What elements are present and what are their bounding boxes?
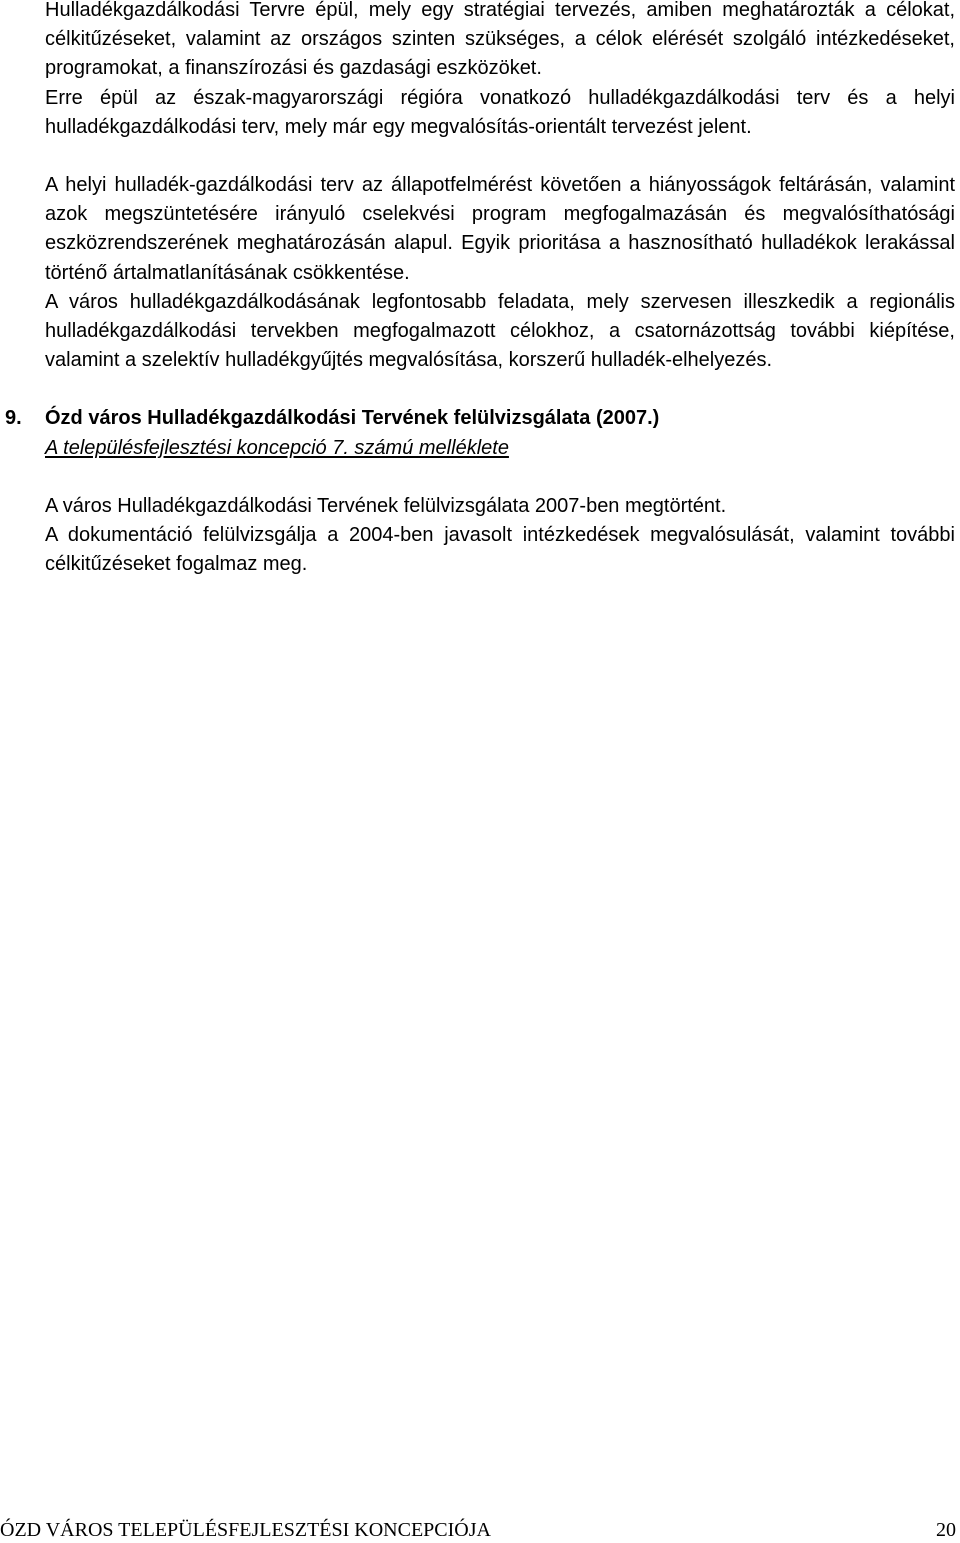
section-paragraph-1: A város Hulladékgazdálkodási Tervének felülvizsgálata 2007-ben megtörtént. xyxy=(45,494,727,517)
body-paragraph-1: Hulladékgazdálkodási Tervre épül, mely egy stratégiai tervezés, amiben meghatározták a célokat, célkitűzéseket, valamint az országos szinten szükséges, a célok elérését szolgáló intézkedéseket, programokat, a finanszírozási és gazdasági eszközöket. xyxy=(45,0,955,80)
paragraph-spacer xyxy=(45,142,955,171)
section-paragraph-2: A dokumentáció felülvizsgálja a 2004-ben javasolt intézkedések megvalósulását, valamint további célkitűzéseket fogalmaz meg. xyxy=(45,524,955,576)
section-heading xyxy=(5,404,955,433)
section-number: 9. xyxy=(5,407,22,430)
body-paragraph-4: A város hulladékgazdálkodásának legfontosabb feladata, mely szervesen illeszkedik a regionális hulladékgazdálkodási tervekben megfogalmazott célokhoz, a csatornázottság további kiépítése, valamint a szelektív hulladékgyűjtés megvalósítása, korszerű hulladék-elhelyezés. xyxy=(45,290,955,372)
page-content xyxy=(5,0,955,579)
paragraph-spacer xyxy=(45,463,955,492)
page-number: 20 xyxy=(936,1519,956,1541)
body-paragraph-2: Erre épül az észak-magyarországi régióra vonatkozó hulladékgazdálkodási terv és a helyi hulladékgazdálkodási terv, mely már egy megvalósítás-orientált tervezést jelent. xyxy=(45,86,955,138)
footer-title: ÓZD VÁROS TELEPÜLÉSFEJLESZTÉSI KONCEPCIÓJA xyxy=(0,1519,491,1541)
section-subtitle: A településfejlesztési koncepció 7. számú melléklete xyxy=(45,436,509,459)
paragraph-spacer xyxy=(45,375,955,404)
page-footer xyxy=(0,1518,960,1542)
body-paragraph-3: A helyi hulladék-gazdálkodási terv az állapotfelmérést követően a hiányosságok feltárásán, valamint azok megszüntetésére irányuló cselekvési program megfogalmazásán és megvalósíthatósági eszközrendszerének meghatározásán alapul. Egyik prioritása a hasznosítható hulladékok lerakással történő ártalmatlanításának csökkentése. xyxy=(45,174,955,284)
section-title: Ózd város Hulladékgazdálkodási Tervének felülvizsgálata (2007.) xyxy=(45,407,660,430)
